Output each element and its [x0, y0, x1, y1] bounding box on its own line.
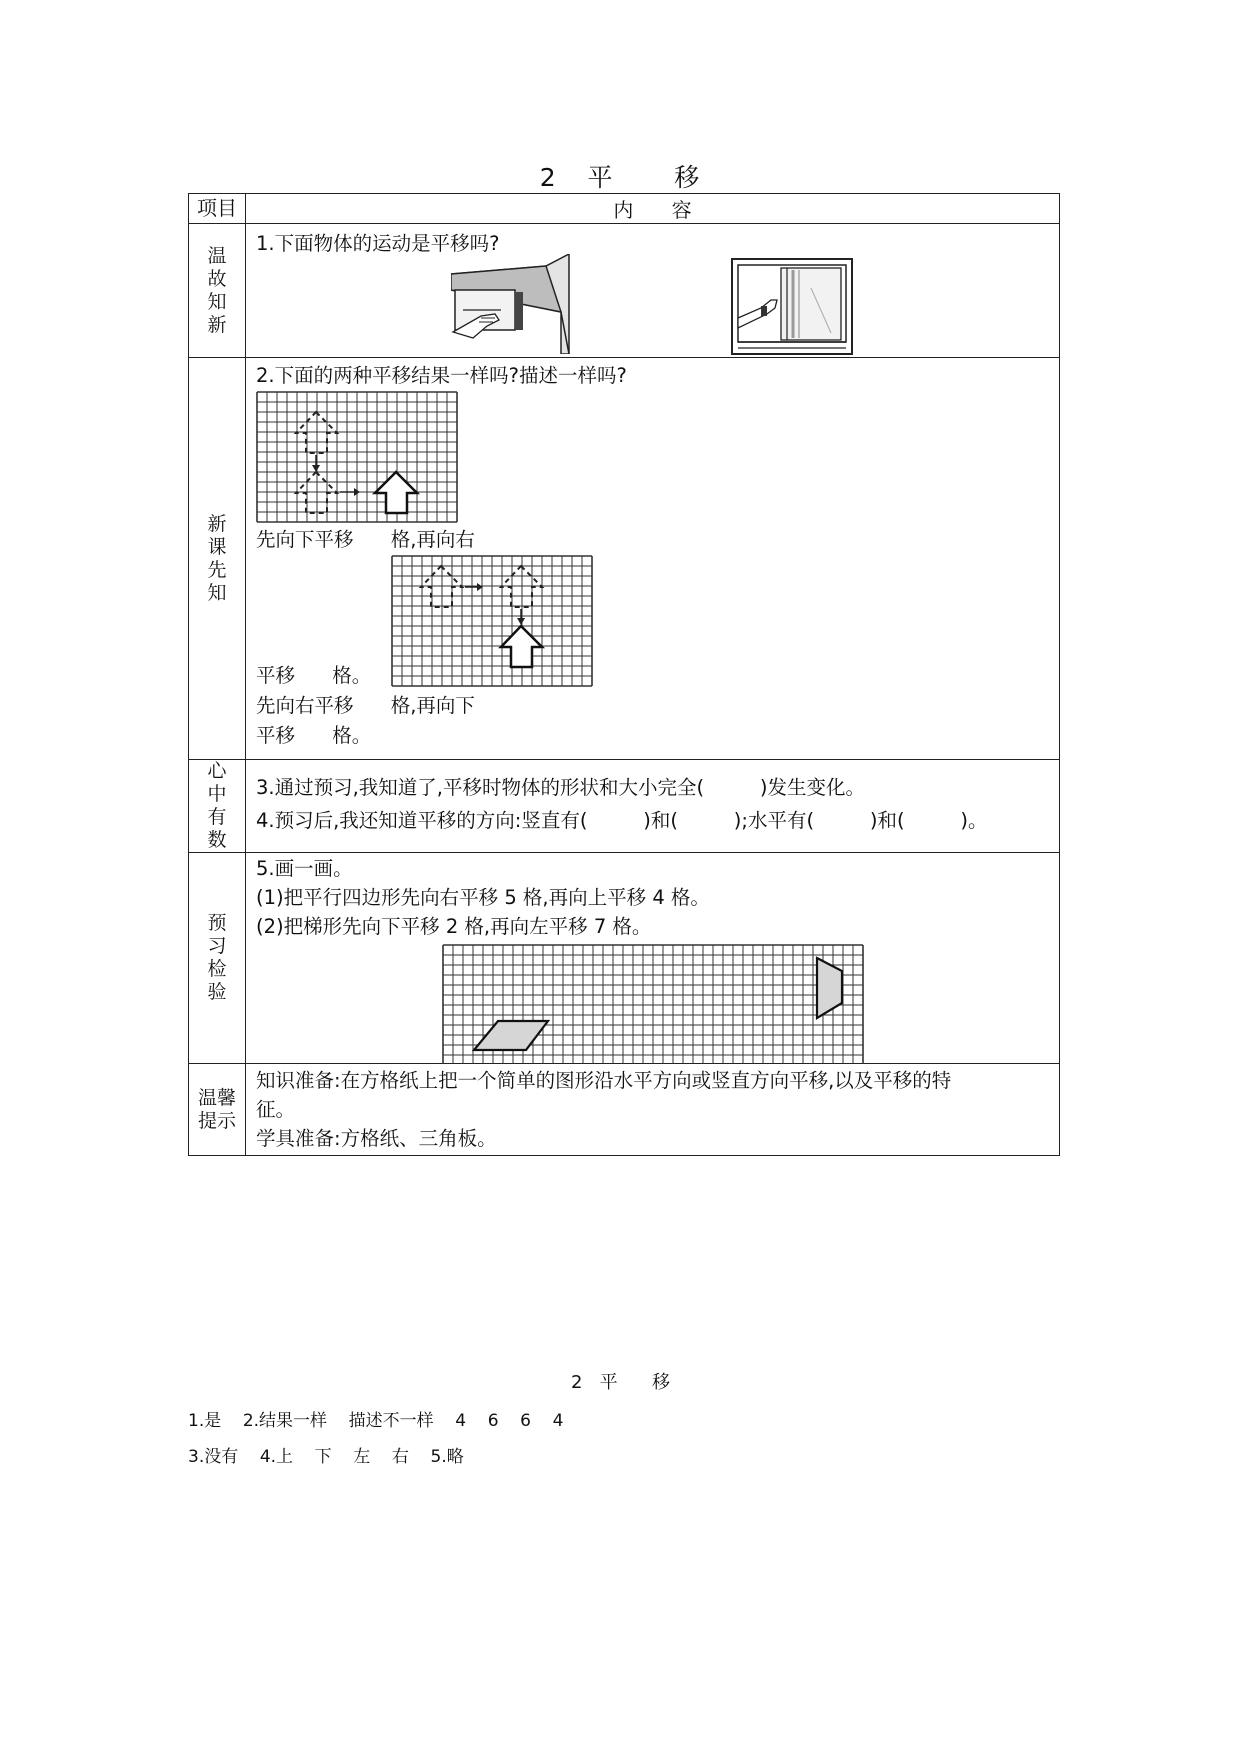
text-line-b: 平移 格。 — [256, 664, 372, 687]
header-content: 内 容 — [246, 194, 1060, 224]
trapezoid-shape — [817, 958, 842, 1018]
grid-c — [442, 944, 864, 1064]
header-item: 项目 — [189, 194, 246, 224]
answer-line-1: 1.是 2.结果一样 描述不一样 4 6 6 4 — [188, 1411, 564, 1431]
question-4: 4.预习后,我还知道平移的方向:竖直有( )和( );水平有( )和( )。 — [256, 809, 988, 832]
tip-knowledge: 知识准备:在方格纸上把一个简单的图形沿水平方向或竖直方向平移,以及平移的特 — [256, 1069, 952, 1092]
answer-line-2: 3.没有 4.上 下 左 右 5.略 — [188, 1447, 464, 1467]
answer-title: 2 平 移 — [571, 1372, 670, 1393]
window-illustration — [731, 258, 853, 355]
row-label-new-lesson: 新 课 先 知 — [189, 358, 246, 760]
grid-b-lines — [392, 556, 592, 686]
grid-b-solid-arrow — [501, 626, 542, 667]
tip-knowledge-cont: 征。 — [256, 1098, 296, 1121]
row-label-preview-check: 预 习 检 验 — [189, 853, 246, 1064]
row-content-tips — [246, 1064, 1060, 1156]
drawer-illustration — [451, 254, 591, 354]
worksheet-table — [188, 193, 1060, 1156]
grid-b — [391, 554, 593, 690]
row-content-preview-check — [246, 853, 1060, 1064]
grid-a-solid-arrow — [375, 472, 417, 513]
question-5-2: (2)把梯形先向下平移 2 格,再向左平移 7 格。 — [256, 915, 652, 938]
question-1: 1.下面物体的运动是平移吗? — [256, 232, 500, 255]
question-5: 5.画一画。 — [256, 857, 353, 880]
question-5-1: (1)把平行四边形先向右平移 5 格,再向上平移 4 格。 — [256, 886, 710, 909]
text-line-d: 平移 格。 — [256, 724, 372, 747]
text-line-c: 先向右平移 格,再向下 — [256, 694, 475, 717]
row-label-tips: 温馨 提示 — [189, 1064, 246, 1156]
row-content-new-lesson — [246, 358, 1060, 760]
question-3: 3.通过预习,我知道了,平移时物体的形状和大小完全( )发生变化。 — [256, 776, 866, 799]
row-label-review: 温 故 知 新 — [189, 224, 246, 358]
page-title: 2 平 移 — [539, 163, 702, 192]
row-content-review — [246, 224, 1060, 358]
question-2: 2.下面的两种平移结果一样吗?描述一样吗? — [256, 364, 627, 387]
text-line-a: 先向下平移 格,再向右 — [256, 528, 475, 551]
tip-tools: 学具准备:方格纸、三角板。 — [256, 1127, 497, 1150]
row-content-mindset — [246, 760, 1060, 853]
row-label-mindset: 心 中 有 数 — [189, 760, 246, 853]
grid-a-lines — [257, 392, 457, 522]
grid-a — [256, 390, 458, 526]
